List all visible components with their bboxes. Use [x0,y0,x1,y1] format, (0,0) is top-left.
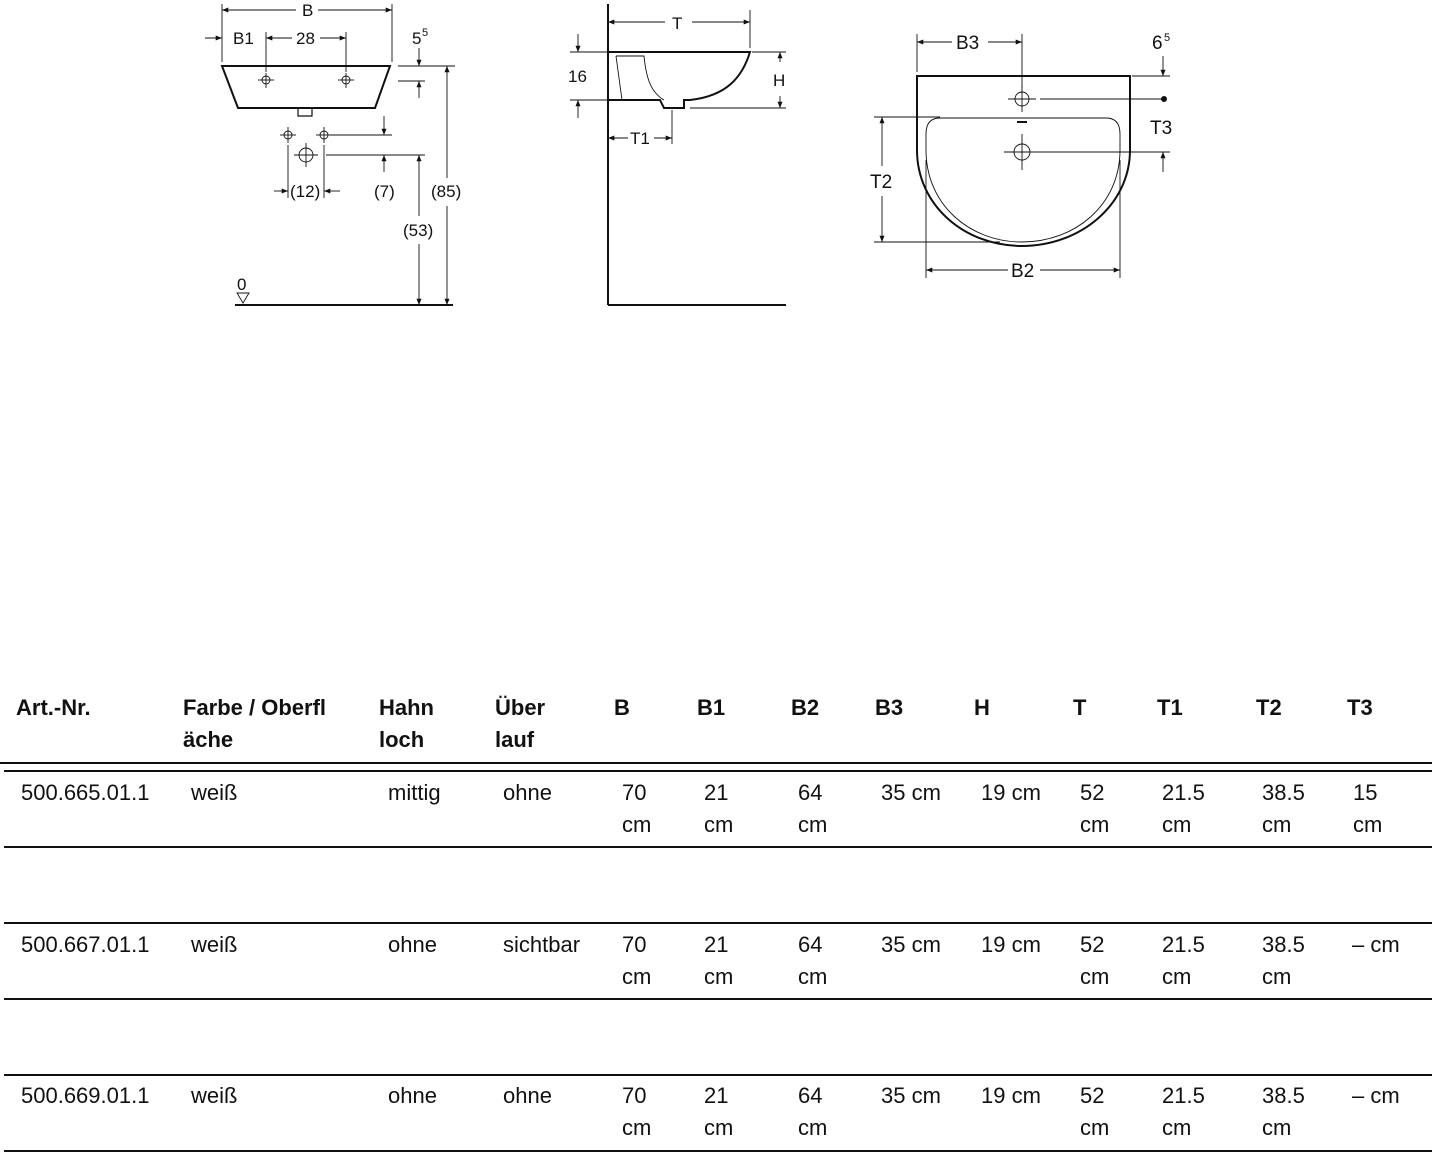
dim-B1-label: B1 [233,29,254,48]
dim-12-label: (12) [290,182,321,201]
cell-art-nr: 500.669.01.1 [21,1083,150,1108]
header-ueberlauf: Über lauf [495,695,546,752]
header-B1: B1 [697,695,726,720]
dim-6-label: 6 [1152,33,1163,54]
cell-art-nr: 500.667.01.1 [21,932,150,957]
cell-T2: 38.5 cm [1262,1083,1305,1140]
header-hahnloch: Hahn loch [379,695,434,752]
cell-farbe: weiß [191,780,238,805]
cell-B: 70 cm [622,1083,652,1140]
row-divider [4,1074,1432,1076]
cell-T3: 15 cm [1353,780,1383,837]
floor-level-label: 0 [237,275,247,294]
cell-ueberlauf: ohne [503,1083,552,1108]
dim-16-label: 16 [568,67,587,86]
cell-T2: 38.5 cm [1262,932,1305,989]
cell-B: 70 cm [622,780,652,837]
cell-T3: – cm [1352,1083,1400,1108]
dim-B2-label: B2 [1011,261,1035,282]
dim-B3-label: B3 [956,33,980,54]
basin-front-outline [222,66,390,108]
dim-T3-label: T3 [1150,118,1173,139]
cell-T: 52 cm [1080,1083,1110,1140]
technical-drawings [0,0,1432,320]
cell-B1: 21 cm [704,1083,734,1140]
header-T2: T2 [1256,695,1282,720]
cell-B3: 35 cm [881,780,941,805]
cell-hahnloch: ohne [388,932,437,957]
header-T1: T1 [1157,695,1183,720]
basin-top-outline [917,76,1130,246]
cell-T1: 21.5 cm [1162,1083,1205,1140]
cell-T2: 38.5 cm [1262,780,1305,837]
dim-H-label: H [773,71,786,90]
row-divider [4,1150,1432,1152]
cell-T1: 21.5 cm [1162,932,1205,989]
cell-T: 52 cm [1080,780,1110,837]
cell-T3: – cm [1352,932,1400,957]
header-art-nr: Art.-Nr. [16,695,91,720]
cell-H: 19 cm [981,932,1041,957]
header-divider [0,762,1432,764]
cell-H: 19 cm [981,1083,1041,1108]
dim-28-label: 28 [296,29,315,48]
header-B2: B2 [791,695,820,720]
cell-B2: 64 cm [798,932,828,989]
cell-farbe: weiß [191,1083,238,1108]
cell-B3: 35 cm [881,932,941,957]
cell-H: 19 cm [981,780,1041,805]
cell-B3: 35 cm [881,1083,941,1108]
dim-T-label: T [672,14,683,33]
cell-hahnloch: ohne [388,1083,437,1108]
dim-B-label: B [302,1,314,20]
cell-ueberlauf: ohne [503,780,552,805]
top-view-drawing [870,32,1172,282]
row-divider [4,846,1432,848]
dim-T1-label: T1 [630,129,650,148]
cell-B2: 64 cm [798,1083,828,1140]
row-divider [4,922,1432,924]
row-divider [4,998,1432,1000]
basin-side-outline [608,52,750,108]
cell-farbe: weiß [191,932,238,957]
dim-85-label: (85) [431,182,462,201]
dim-53-label: (53) [403,221,434,240]
header-T: T [1073,695,1087,720]
dim-T2-label: T2 [870,172,893,193]
front-view-drawing [205,1,461,305]
cell-T: 52 cm [1080,932,1110,989]
side-view-drawing [568,4,786,305]
dim-5-label: 5 [412,29,422,48]
cell-B: 70 cm [622,932,652,989]
cell-B1: 21 cm [704,932,734,989]
header-B: B [614,695,630,720]
dim-7-label: (7) [374,182,395,201]
cell-hahnloch: mittig [388,780,441,805]
dim-5-sup: 5 [422,27,429,39]
cell-ueberlauf: sichtbar [503,932,581,957]
cell-art-nr: 500.665.01.1 [21,780,150,805]
cell-B1: 21 cm [704,780,734,837]
dim-6-sup: 5 [1164,32,1171,44]
header-B3: B3 [875,695,904,720]
cell-T1: 21.5 cm [1162,780,1205,837]
cell-B2: 64 cm [798,780,828,837]
header-T3: T3 [1347,695,1373,720]
header-H: H [974,695,990,720]
header-farbe: Farbe / Oberfl äche [183,695,327,752]
